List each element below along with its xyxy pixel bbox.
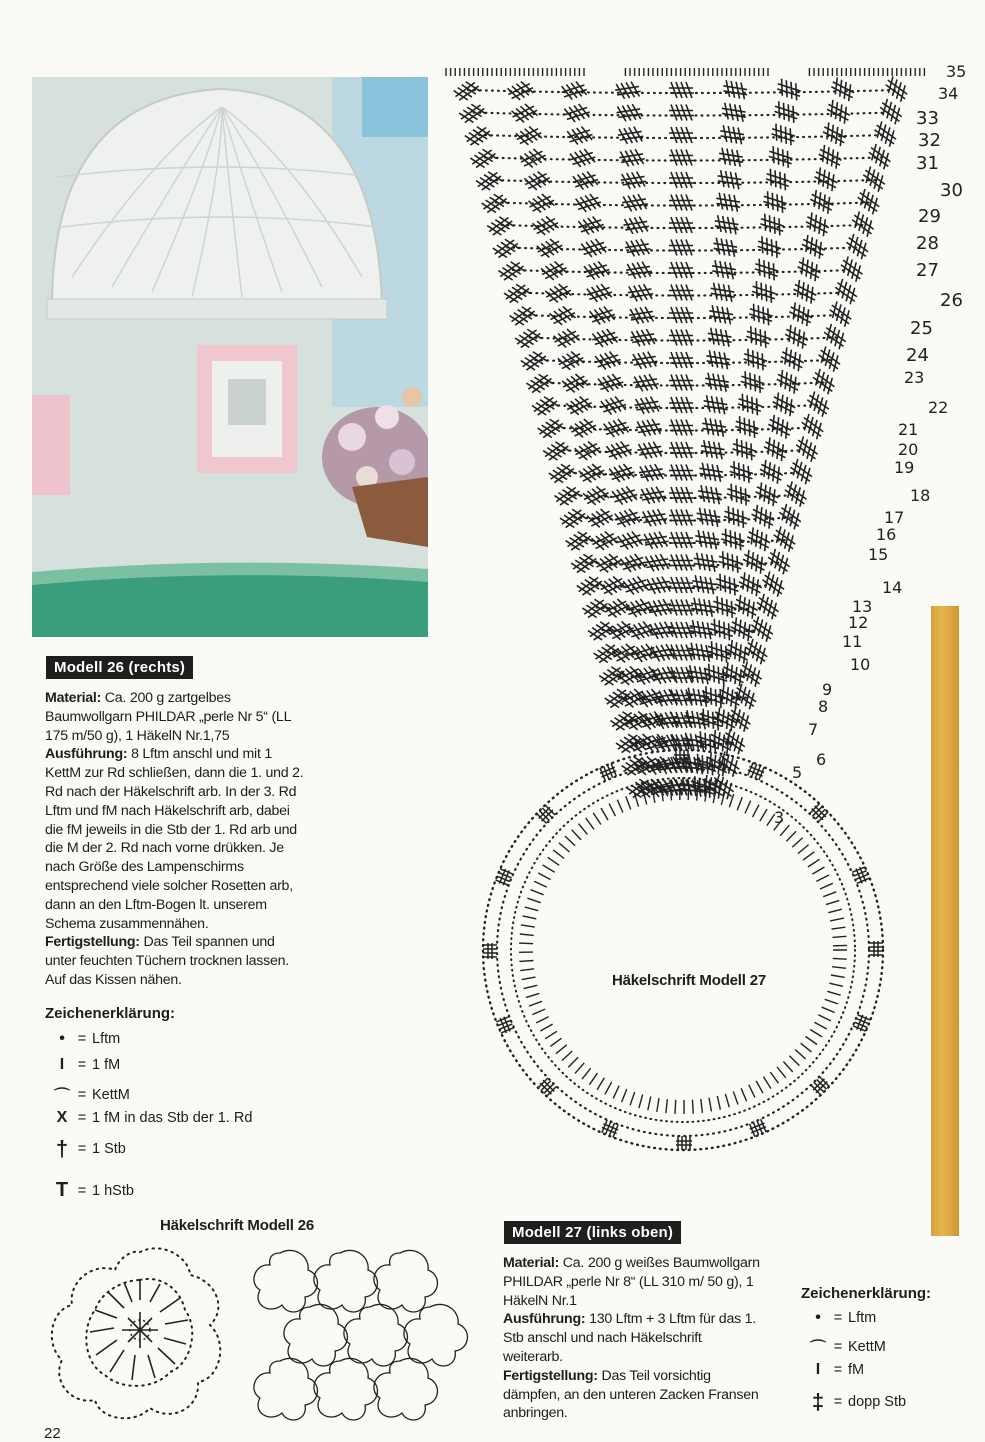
row-number: 18 — [910, 486, 931, 505]
model26-legend-row: • = Lftm — [52, 1030, 120, 1048]
model26-chart-label: Häkelschrift Modell 26 — [160, 1217, 314, 1234]
legend-text: dopp Stb — [848, 1394, 907, 1410]
row-number: 11 — [842, 632, 863, 651]
legend-text: 1 hStb — [92, 1182, 134, 1199]
row-number: 34 — [938, 84, 959, 103]
row-number: 31 — [916, 153, 939, 174]
model27-crochet-chart — [438, 60, 938, 1205]
row-number: 10 — [850, 655, 871, 674]
model27-text — [503, 1254, 765, 1423]
row-number: 29 — [918, 206, 941, 227]
slip-stitch-symbol-icon: ⌒ — [809, 1340, 826, 1357]
row-number: 12 — [848, 613, 869, 632]
model26-material-text: Ca. 200 g zartgelbes Baumwollgarn PHILDAR „perle Nr 5“ (LL 175 m/50 g), 1 HäkelN Nr.1,75 — [45, 690, 291, 744]
model26-finishing-text: Das Teil spannen und unter feuchten Tüchern trocknen lassen. Auf das Kissen nähen. — [45, 934, 289, 988]
model27-finishing-text: Das Teil vorsichtig dämpfen, an den unteren Zacken Fransen anbringen. — [503, 1367, 759, 1422]
row-number: 3 — [774, 808, 785, 827]
legend-text: KettM — [92, 1086, 130, 1103]
single-crochet-symbol-icon: I — [59, 1056, 65, 1073]
row-number: 7 — [808, 720, 819, 739]
model27-chart-label: Häkelschrift Modell 27 — [612, 972, 766, 989]
model26-legend-row: † = 1 Stb — [52, 1136, 126, 1162]
double-treble-symbol-icon: ‡ — [811, 1389, 825, 1414]
half-double-symbol-icon: T — [55, 1179, 69, 1201]
model27-execution-label: Ausführung: — [503, 1311, 586, 1328]
row-number: 22 — [928, 398, 949, 417]
model27-legend-row: I = fM — [808, 1361, 864, 1379]
row-number: 35 — [946, 62, 967, 81]
row-number: 19 — [894, 458, 915, 477]
row-number: 14 — [882, 578, 903, 597]
model27-legend-row: ⌒ = KettM — [808, 1335, 886, 1358]
legend-text: 1 fM in das Stb der 1. Rd — [92, 1110, 253, 1126]
legend-text: 1 Stb — [92, 1141, 126, 1157]
model26-rosette-diagram — [40, 1240, 240, 1425]
model26-assembly-diagram — [250, 1245, 470, 1425]
model27-legend-row: • = Lftm — [808, 1309, 876, 1327]
single-crochet-symbol-icon: I — [815, 1361, 821, 1378]
model26-text — [45, 689, 307, 990]
legend-text: KettM — [848, 1338, 886, 1355]
row-number: 5 — [792, 763, 803, 782]
slip-stitch-symbol-icon: ⌒ — [53, 1088, 70, 1105]
model26-legend-row: T = 1 hStb — [52, 1179, 134, 1202]
model26-finishing-label: Fertigstellung: — [45, 934, 140, 951]
legend-text: Lftm — [92, 1031, 121, 1047]
row-number: 8 — [818, 697, 829, 716]
row-number: 33 — [916, 108, 939, 129]
model26-legend-title: Zeichenerklärung: — [45, 1005, 176, 1022]
row-number: 26 — [940, 290, 963, 311]
model26-legend-row: ⌒ = KettM — [52, 1083, 130, 1106]
row-number: 9 — [822, 680, 833, 699]
model27-material-text: Ca. 200 g weißes Baumwollgarn PHILDAR „perle Nr 8“ (LL 310 m/ 50 g), 1 HäkelN Nr.1 — [503, 1255, 760, 1309]
row-number: 6 — [816, 750, 827, 769]
model26-title: Modell 26 (rechts) — [46, 656, 193, 679]
row-number: 20 — [898, 440, 919, 459]
model26-execution-label: Ausführung: — [45, 746, 128, 763]
row-number: 24 — [906, 345, 929, 366]
lampshade-photo — [32, 77, 428, 637]
cross-symbol-icon: X — [56, 1109, 68, 1126]
row-number: 21 — [898, 420, 919, 439]
row-number: 25 — [910, 318, 933, 339]
model27-execution-text: 130 Lftm + 3 Lftm für das 1. Stb anschl und nach Häkelschrift weiterarb. — [503, 1311, 756, 1365]
row-number: 32 — [918, 130, 941, 151]
model26-legend-row: X = 1 fM in das Stb der 1. Rd — [52, 1109, 252, 1127]
chain-symbol-icon: • — [59, 1030, 65, 1047]
model27-legend-row: ‡ = dopp Stb — [808, 1389, 906, 1415]
model27-material-label: Material: — [503, 1255, 560, 1271]
model26-material-label: Material: — [45, 690, 102, 706]
row-number: 17 — [884, 508, 905, 527]
model27-title: Modell 27 (links oben) — [504, 1221, 681, 1244]
decorative-accent-bar — [931, 606, 959, 1236]
model27-legend-title: Zeichenerklärung: — [801, 1285, 932, 1302]
row-number: 23 — [904, 368, 925, 387]
legend-text: fM — [848, 1362, 865, 1378]
page-number: 22 — [44, 1425, 61, 1442]
model26-legend-row: I = 1 fM — [52, 1056, 120, 1074]
legend-text: Lftm — [848, 1310, 877, 1326]
row-number: 30 — [940, 180, 963, 201]
row-number: 27 — [916, 260, 939, 281]
double-crochet-symbol-icon: † — [55, 1136, 69, 1161]
row-number: 16 — [876, 525, 897, 544]
chain-symbol-icon: • — [815, 1309, 821, 1326]
row-number: 28 — [916, 233, 939, 254]
model26-execution-text: 8 Lftm anschl und mit 1 KettM zur Rd schließen, dann die 1. und 2. Rd nach der Häkelschrift arb. In der 3. Rd Lftm und fM nach Häkelschrift arb, dabei die fM jeweils in die Stb der 1. Rd arb und die M der 2. Rd nach vorne drükken. Je nach Größe des Lampenschirms entsprechend viele solcher Rosetten arb, dann an den Lftm-Bogen lt. unserem Schema zusammennähen. — [45, 746, 304, 932]
model27-finishing-label: Fertigstellung: — [503, 1367, 598, 1384]
row-number: 13 — [852, 597, 873, 616]
legend-text: 1 fM — [92, 1057, 121, 1073]
row-number: 15 — [868, 545, 889, 564]
